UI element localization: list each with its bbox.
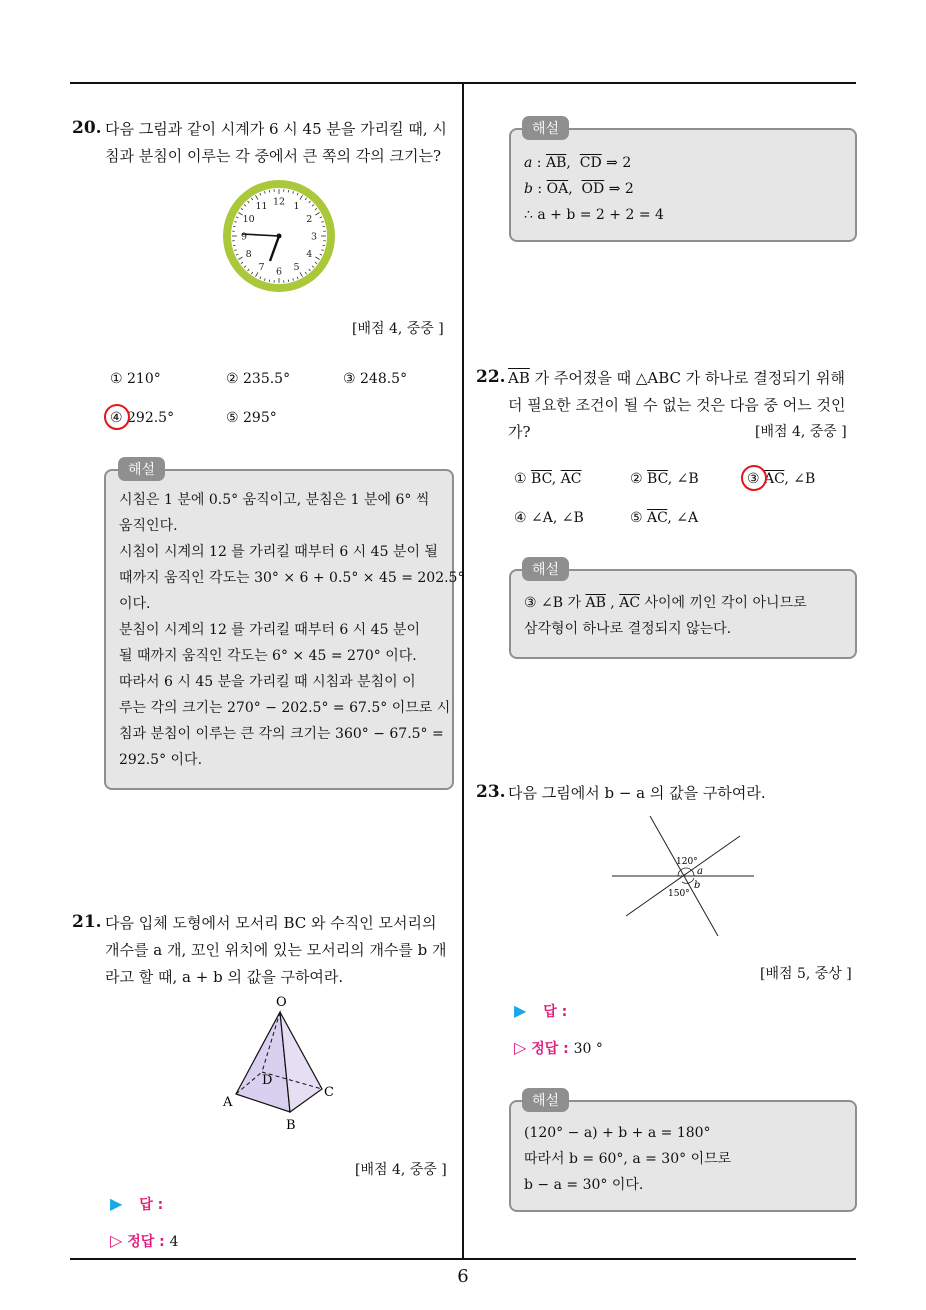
option-5[interactable]: ⑤ $\overline{AC}$, ∠A [630,510,699,526]
explanation-line: 분침이 시계의 12 를 가리킬 때부터 6 시 45 분이 [119,622,420,638]
correct-answer-value: 30 ° [573,1041,603,1057]
triangle-filled-icon: ▶ [514,1001,527,1020]
option-2[interactable]: ② 235.5° [226,371,291,387]
question-line: 다음 그림과 같이 시계가 6 시 45 분을 가리킬 때, 시 [105,120,447,138]
clock-number: 8 [245,249,252,260]
answer-label: ▶ 답 : [514,1001,568,1020]
explanation-line: 따라서 b = 60°, a = 30° 이므로 [524,1151,732,1167]
question-line: 라고 할 때, a + b 의 값을 구하여라. [105,968,344,986]
clock-number: 5 [293,261,300,273]
clock-number: 1 [293,201,300,213]
label-c: C [324,1085,334,1100]
label-120: 120° [676,857,698,867]
explanation-box [509,569,857,659]
clock-number: 7 [258,261,265,273]
score-label: [배점 4, 중중 ] [355,1162,447,1178]
bottom-rule [70,1258,856,1260]
question-number: 22. [476,367,506,387]
clock-tick [233,245,235,246]
explanation-tag: 해설 [118,457,165,481]
pyramid-figure [218,994,343,1134]
explanation-line: 때까지 움직인 각도는 30° × 6 + 0.5° × 45 = 202.5° [119,570,465,586]
triangle-outline-icon: ▷ [110,1231,123,1250]
explanation-line: 침과 분침이 이루는 큰 각의 크기는 360° − 67.5° = [119,726,444,742]
label-b: B [286,1118,296,1133]
clock-figure [220,177,338,295]
explanation-box [509,128,857,242]
explanation-line: ③ ∠B 가 $\overline{AB}$ , $\overline{AC}$ 사이에 끼인 각이 아니므로 [524,595,807,611]
question-line: 침과 분침이 이루는 각 중에서 큰 쪽의 각의 크기는? [105,147,441,165]
score-label: [배점 4, 중중 ] [352,321,444,337]
explanation-box [104,469,465,790]
clock-number: 3 [310,231,318,243]
explanation-line: ∴ a + b = 2 + 2 = 4 [524,207,664,223]
option-3[interactable]: ③ $\overline{AC}$, ∠B [747,471,816,487]
selected-answer-mark [741,465,767,491]
label-a: a [697,866,703,877]
label-b: b [694,880,701,891]
clock-number: 10 [242,214,255,225]
question-line: 더 필요한 조건이 될 수 없는 것은 다음 중 어느 것인 [508,396,846,414]
option-4[interactable]: ④ 292.5° [110,410,175,426]
option-4[interactable]: ④ ∠A, ∠B [514,510,584,526]
explanation-line: 시침은 1 분에 0.5° 움직이고, 분침은 1 분에 6° 씩 [119,492,430,508]
selected-answer-mark [104,404,130,430]
explanation-line: 될 때까지 움직인 각도는 6° × 45 = 270° 이다. [119,648,417,664]
clock-tick [288,280,289,282]
clock-number: 2 [306,214,313,225]
option-1[interactable]: ① 210° [110,371,161,387]
score-label: [배점 4, 중중 ] [755,424,847,440]
clock-tick [288,190,289,192]
angle-lines-figure [610,812,760,942]
question-number: 20. [72,118,102,138]
explanation-line: a : $\overline{AB}$, $\overline{CD}$ ⇒ 2 [524,155,632,171]
clock-tick [269,190,270,192]
triangle-outline-icon: ▷ [514,1038,527,1057]
explanation-line: 이다. [119,596,151,612]
question-line: 개수를 a 개, 꼬인 위치에 있는 모서리의 개수를 b 개 [105,941,447,959]
clock-number: 12 [272,196,286,208]
explanation-line: 292.5° 이다. [119,752,203,768]
explanation-line: (120° − a) + b + a = 180° [524,1125,711,1141]
clock-tick [269,280,270,282]
clock-number: 6 [275,266,283,278]
triangle-filled-icon: ▶ [110,1194,123,1213]
explanation-line: b − a = 30° 이다. [524,1177,644,1193]
explanation-tag: 해설 [522,557,569,581]
option-1[interactable]: ① $\overline{BC}$, $\overline{AC}$ [514,471,582,487]
label-o: O [276,995,287,1010]
option-5[interactable]: ⑤ 295° [226,410,277,426]
explanation-line: 움직인다. [119,518,178,534]
question-line: 다음 그림에서 b − a 의 값을 구하여라. [508,784,766,802]
clock-number: 9 [240,231,248,243]
question-line: $\overline{AB}$ 가 주어졌을 때 △ABC 가 하나로 결정되기 위해 [508,369,845,387]
correct-answer-label: ▷ 정답 : 4 [110,1231,179,1250]
explanation-tag: 해설 [522,116,569,140]
explanation-box [509,1100,857,1212]
clock-tick [323,226,325,227]
clock-tick [233,226,235,227]
score-label: [배점 5, 중상 ] [760,966,852,982]
question-number: 23. [476,782,506,802]
question-line: 가? [508,423,531,441]
page-number: 6 [457,1266,469,1287]
clock-number: 4 [306,249,313,260]
explanation-line: 루는 각의 크기는 270° − 202.5° = 67.5° 이므로 시 [119,700,451,716]
explanation-line: 따라서 6 시 45 분을 가리킬 때 시침과 분침이 이 [119,674,416,690]
explanation-line: 삼각형이 하나로 결정되지 않는다. [524,621,732,637]
clock-tick [323,245,325,246]
correct-answer-label: ▷ 정답 : 30 ° [514,1038,603,1057]
label-a: A [223,1095,233,1110]
clock-number: 11 [255,201,268,213]
label-d: D [262,1073,273,1088]
label-150: 150° [668,889,690,899]
column-divider [462,82,464,1259]
question-number: 21. [72,912,102,932]
option-2[interactable]: ② $\overline{BC}$, ∠B [630,471,699,487]
explanation-line: 시침이 시계의 12 를 가리킬 때부터 6 시 45 분이 될 [119,544,438,560]
answer-label: ▶ 답 : [110,1194,164,1213]
correct-answer-value: 4 [169,1234,179,1250]
question-line: 다음 입체 도형에서 모서리 BC 와 수직인 모서리의 [105,914,437,932]
option-3[interactable]: ③ 248.5° [343,371,408,387]
explanation-line: b : $\overline{OA}$, $\overline{OD}$ ⇒ 2 [524,181,634,197]
explanation-tag: 해설 [522,1088,569,1112]
